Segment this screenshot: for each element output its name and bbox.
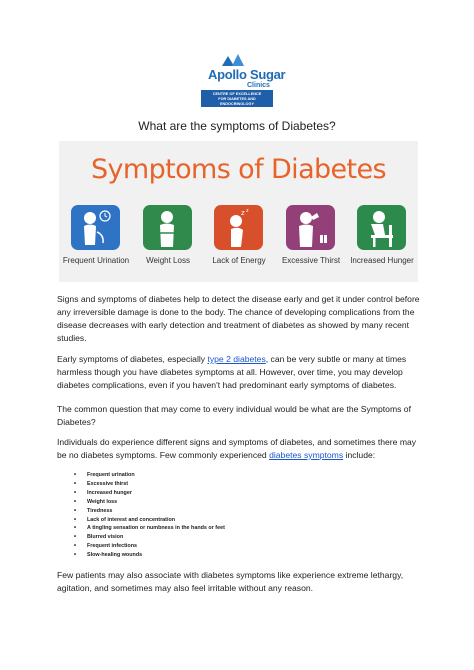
list-item: • Frequent urination: [74, 471, 225, 480]
logo-emblem-icon: [218, 52, 248, 68]
list-item: • Weight loss: [74, 498, 225, 507]
logo-brand: Apollo Sugar: [208, 67, 286, 82]
p4-text-before: Individuals do experience different signs and symptoms of diabetes, and sometimes there may be no diabetes symptoms. Few commonly experienced: [57, 437, 417, 460]
paragraph-individuals: [57, 436, 424, 462]
tile-label-weight-loss: Weight Loss: [146, 256, 190, 265]
paragraph-intro: Signs and symptoms of diabetes help to detect the disease early and get it under control before any irreversible damage is done to the body. The chance of developing complications from the disease decreases with early detection and treatment of diabetes as showed by many recent studies.: [57, 294, 420, 343]
list-item: • Tiredness: [74, 507, 225, 516]
list-item: • Lack of interest and concentration: [74, 516, 225, 525]
svg-text:z: z: [246, 208, 249, 214]
tile-label-lack-of-energy: Lack of Energy: [212, 256, 266, 265]
urination-icon: [71, 205, 120, 250]
list-item: • A tingling sensation or numbness in the hands or feet: [74, 524, 225, 533]
logo-banner-line2: FOR DIABETES AND ENDOCRINOLOGY: [218, 97, 256, 106]
low-energy-icon: [214, 205, 263, 250]
banner-heading: Symptoms of Diabetes: [90, 154, 387, 185]
logo-banner-line1: CENTRE OF EXCELLENCE: [212, 92, 262, 96]
p4-text-after: include:: [343, 450, 376, 460]
type-2-diabetes-link[interactable]: type 2 diabetes: [207, 354, 266, 364]
p2-text-before: Early symptoms of diabetes, especially: [57, 354, 208, 364]
p2-text-after: , can be very subtle or many at times harmless though you have diabetes symptoms at all. However, over time, you may develop diabetes complications, even if you haven't had predominant early symptoms of diabetes.: [57, 354, 407, 390]
apollo-sugar-logo: [196, 56, 286, 108]
paragraph-common-question: The common question that may come to every individual would be what are the Symptoms of Diabetes?: [57, 404, 411, 427]
logo-sub: Clinics: [247, 82, 270, 89]
weight-loss-icon: [143, 205, 192, 250]
hunger-icon: [357, 205, 406, 250]
list-item: • Excessive thirst: [74, 480, 225, 489]
symptoms-list: [74, 471, 225, 560]
list-item: • Blurred vision: [74, 533, 225, 542]
list-item: • Frequent infections: [74, 542, 225, 551]
logo-banner: [201, 90, 273, 107]
paragraph-closing: Few patients may also associate with diabetes symptoms like experience extreme lethargy, agitation, and sometimes may also feel irritable without any reason.: [57, 570, 404, 593]
svg-text:z: z: [241, 209, 245, 217]
page-title: What are the symptoms of Diabetes?: [138, 119, 336, 133]
thirst-icon: [286, 205, 335, 250]
paragraph-early-symptoms: [57, 353, 424, 392]
symptoms-banner-image: [59, 141, 418, 282]
list-item: • Slow-healing wounds: [74, 551, 225, 560]
list-item: • Increased hunger: [74, 489, 225, 498]
tile-label-excessive-thirst: Excessive Thirst: [281, 256, 341, 265]
diabetes-symptoms-link[interactable]: diabetes symptoms: [269, 450, 344, 460]
tile-label-frequent-urination: Frequent Urination: [62, 256, 130, 265]
tile-label-increased-hunger: Increased Hunger: [350, 256, 414, 265]
